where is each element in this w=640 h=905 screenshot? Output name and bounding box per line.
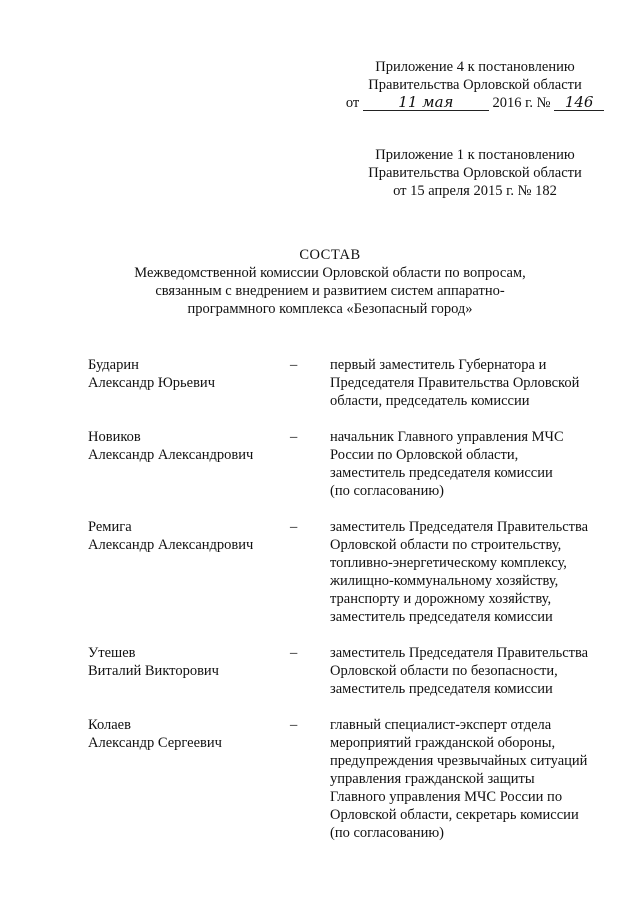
- member-name: [88, 716, 288, 752]
- attachment-current-line1: Приложение 4 к постановлению: [375, 59, 575, 75]
- commission-members-list: [0, 356, 640, 860]
- member-role-line: заместитель председателя комиссии: [330, 681, 553, 697]
- member-name: [88, 356, 288, 392]
- member-given-names: Александр Александрович: [88, 447, 254, 463]
- date-year: 2016 г. №: [492, 95, 551, 111]
- member-role: [330, 518, 625, 626]
- attachment-previous-line1: Приложение 1 к постановлению: [375, 147, 575, 163]
- member-surname: Колаев: [88, 717, 131, 733]
- member-row: [0, 644, 640, 698]
- member-role-line: топливно-энергетическому комплексу,: [330, 555, 567, 571]
- member-role-line: предупреждения чрезвычайных ситуаций: [330, 753, 588, 769]
- member-name: [88, 428, 288, 464]
- member-role-line: (по согласованию): [330, 825, 444, 841]
- member-given-names: Виталий Викторович: [88, 663, 219, 679]
- member-dash: –: [290, 357, 298, 373]
- member-role-line: заместитель Председателя Правительства: [330, 519, 589, 535]
- member-role-line: управления гражданской защиты: [330, 771, 535, 787]
- member-row: [0, 716, 640, 842]
- member-role-line: жилищно-коммунальному хозяйству,: [330, 573, 559, 589]
- member-role-line: заместитель председателя комиссии: [330, 465, 553, 481]
- member-role-line: транспорту и дорожному хозяйству,: [330, 591, 552, 607]
- date-prefix: от: [345, 95, 360, 111]
- member-dash: –: [290, 717, 298, 733]
- member-role-line: Орловской области по строительству,: [330, 537, 562, 553]
- member-role-line: начальник Главного управления МЧС: [330, 429, 564, 445]
- member-role-line: мероприятий гражданской обороны,: [330, 735, 556, 751]
- attachment-current-header: [330, 58, 620, 112]
- member-dash: –: [290, 645, 298, 661]
- member-role-line: главный специалист-эксперт отдела: [330, 717, 552, 733]
- member-role-line: заместитель Председателя Правительства: [330, 645, 589, 661]
- member-name: [88, 518, 288, 554]
- document-subtitle-line: программного комплекса «Безопасный город»: [187, 301, 473, 317]
- member-role-line: области, председатель комиссии: [330, 393, 530, 409]
- member-row: [0, 428, 640, 500]
- member-role-line: (по согласованию): [330, 483, 444, 499]
- handwritten-number: 146: [554, 94, 604, 111]
- member-role: [330, 356, 625, 410]
- member-role-line: Орловской области по безопасности,: [330, 663, 558, 679]
- attachment-previous-header: [330, 146, 620, 200]
- document-heading: СОСТАВ: [299, 247, 361, 263]
- member-role-line: Орловской области, секретарь комиссии: [330, 807, 579, 823]
- member-surname: Бударин: [88, 357, 139, 373]
- document-subtitle-line: связанным с внедрением и развитием систем аппаратно-: [155, 283, 505, 299]
- document-subtitle-line: Межведомственной комиссии Орловской области по вопросам,: [134, 265, 526, 281]
- handwritten-date: 11 мая: [363, 94, 489, 111]
- member-surname: Новиков: [88, 429, 141, 445]
- member-surname: Утешев: [88, 645, 136, 661]
- member-name: [88, 644, 288, 680]
- attachment-current-line2: Правительства Орловской области: [368, 77, 582, 93]
- document-title-block: [100, 246, 560, 318]
- attachment-current-date-line: [330, 94, 620, 112]
- member-role: [330, 644, 625, 698]
- member-role-line: Главного управления МЧС России по: [330, 789, 563, 805]
- member-role-line: России по Орловской области,: [330, 447, 519, 463]
- member-role: [330, 428, 625, 500]
- member-given-names: Александр Александрович: [88, 537, 254, 553]
- member-dash: –: [290, 429, 298, 445]
- attachment-previous-line3: от 15 апреля 2015 г. № 182: [393, 183, 557, 199]
- member-row: [0, 356, 640, 410]
- attachment-previous-line2: Правительства Орловской области: [368, 165, 582, 181]
- member-role-line: заместитель председателя комиссии: [330, 609, 553, 625]
- member-given-names: Александр Юрьевич: [88, 375, 215, 391]
- member-surname: Ремига: [88, 519, 132, 535]
- member-role-line: первый заместитель Губернатора и: [330, 357, 547, 373]
- member-given-names: Александр Сергеевич: [88, 735, 222, 751]
- member-row: [0, 518, 640, 626]
- member-dash: –: [290, 519, 298, 535]
- member-role: [330, 716, 625, 842]
- member-role-line: Председателя Правительства Орловской: [330, 375, 580, 391]
